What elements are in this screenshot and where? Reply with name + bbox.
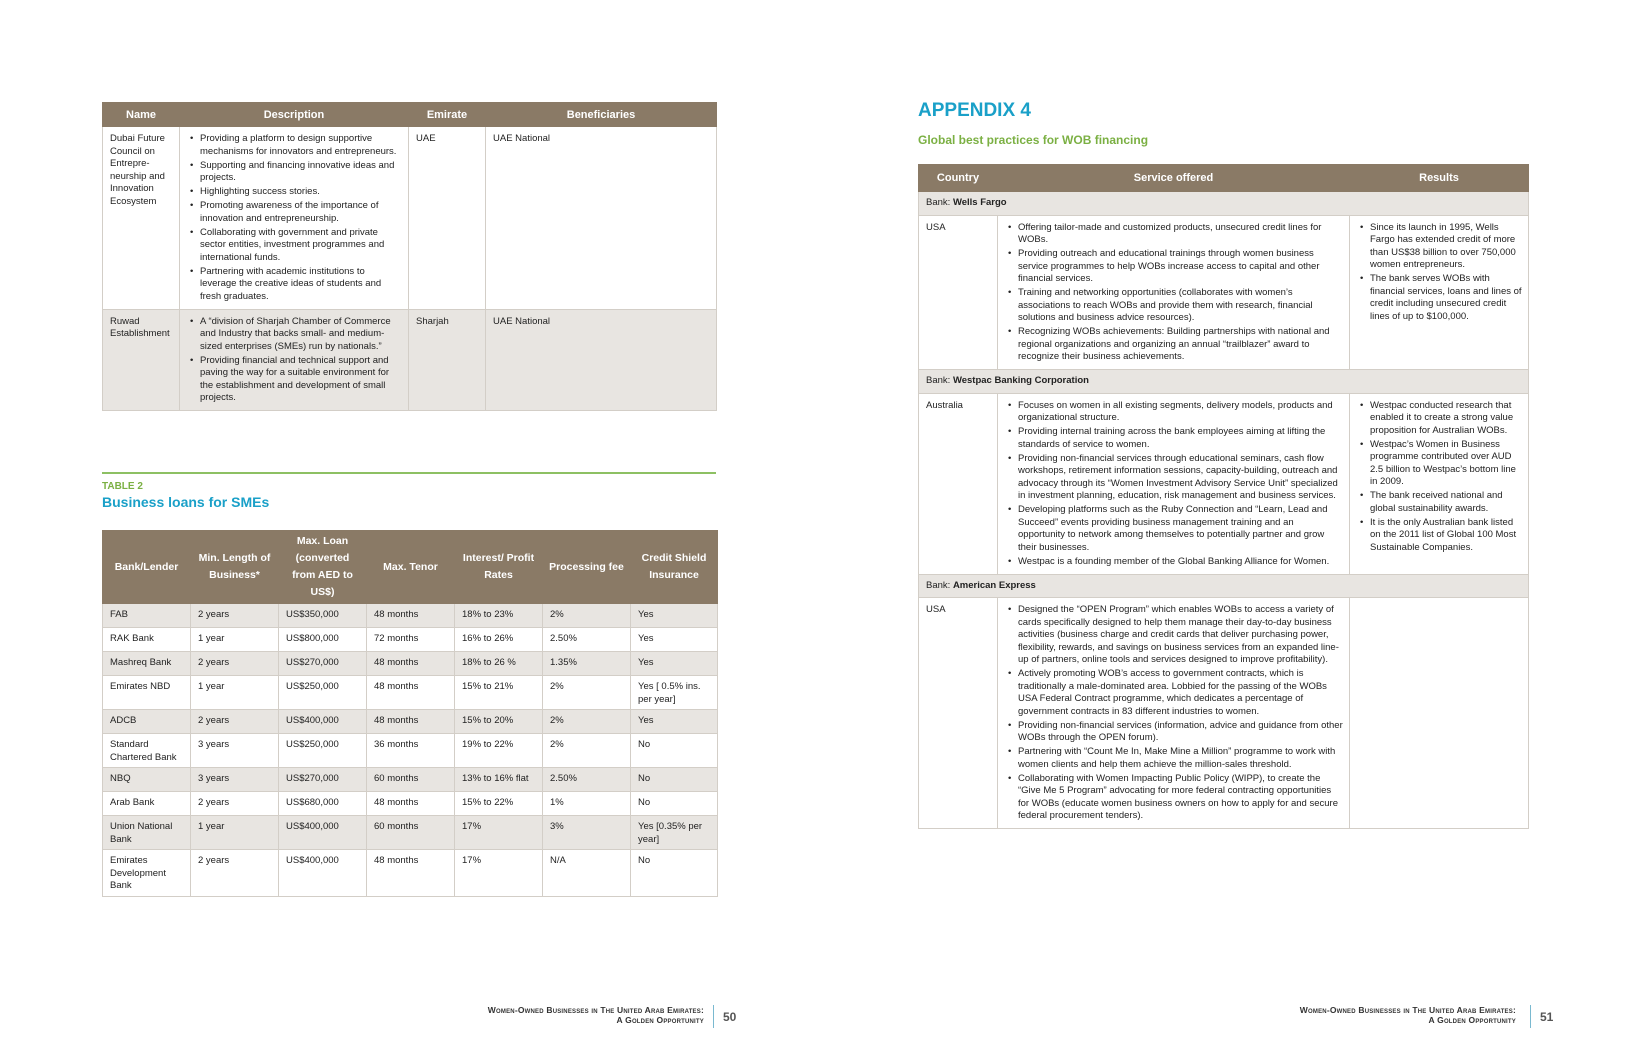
max-loan-cell: US$250,000: [279, 676, 367, 710]
column-header: Emirate: [409, 103, 486, 127]
loans-table: [102, 530, 718, 897]
footer-divider: [713, 1005, 714, 1028]
table-row: [103, 604, 718, 628]
bank-prefix: Bank:: [926, 375, 951, 386]
column-header: Max. Loan (converted from AED to US$): [279, 531, 367, 604]
table-row: [919, 393, 1529, 574]
min-length-cell: 2 years: [191, 604, 279, 628]
fee-cell: N/A: [543, 850, 631, 897]
table-row: [919, 598, 1529, 829]
insurance-cell: No: [631, 850, 718, 897]
column-header: Description: [180, 103, 409, 127]
list-item: • Designed the “OPEN Program” which enables WOBs to access a variety of cards specifically designed to help them manage their day-to-day business activities (business charge and credit cards that deliver purchasing power, flexibility, rewards, and savings on business services from an expanded line-up of partners, online tools and services designed to improve profitability).: [1018, 604, 1343, 667]
max-tenor-cell: 72 months: [367, 628, 455, 652]
table-row: [103, 816, 718, 850]
max-loan-cell: US$680,000: [279, 792, 367, 816]
list-item: • Providing non-financial services (information, advice and guidance from other WOBs through the OPEN forum).: [1018, 720, 1343, 745]
services-cell: [998, 393, 1350, 574]
list-item: • Partnering with academic institutions to leverage the creative ideas of students and fresh graduates.: [200, 266, 401, 304]
table-row: [103, 710, 718, 734]
max-tenor-cell: 48 months: [367, 676, 455, 710]
list-item: • Actively promoting WOB’s access to government contracts, which is traditionally a male-dominated area. Lobbied for the passing of the WOBs USA Federal Contract programme, which dedicates a percentage of government contracts in 83 different industries to women.: [1018, 668, 1343, 718]
max-loan-cell: US$800,000: [279, 628, 367, 652]
list-item: • Providing internal training across the bank employees aiming at lifting the standards of service to women.: [1018, 426, 1343, 451]
list-item: • Supporting and financing innovative ideas and projects.: [200, 160, 401, 185]
best-practices-table: [918, 164, 1529, 829]
max-tenor-cell: 36 months: [367, 734, 455, 768]
table-title: Business loans for SMEs: [102, 494, 270, 510]
min-length-cell: 2 years: [191, 792, 279, 816]
initiative-name: Dubai Future Council on Entrepre-neurship and Innovation Ecosystem: [103, 127, 180, 310]
rate-cell: 18% to 23%: [455, 604, 543, 628]
min-length-cell: 3 years: [191, 734, 279, 768]
bank-prefix: Bank:: [926, 579, 951, 591]
bank-cell: Arab Bank: [103, 792, 191, 816]
initiatives-table: [102, 102, 717, 411]
bank-row: [919, 192, 1529, 216]
footer-line: A Golden Opportunity: [1428, 1015, 1516, 1025]
max-loan-cell: US$350,000: [279, 604, 367, 628]
rate-cell: 15% to 20%: [455, 710, 543, 734]
column-header: Min. Length of Business*: [191, 531, 279, 604]
min-length-cell: 1 year: [191, 816, 279, 850]
bank-row: [919, 370, 1529, 394]
results-cell: [1350, 393, 1529, 574]
initiative-description: [180, 127, 409, 310]
table-row: [103, 850, 718, 897]
bank-name: Wells Fargo: [952, 197, 1007, 208]
right-page: [816, 0, 1632, 1056]
list-item: • A “division of Sharjah Chamber of Commerce and Industry that backs small- and medium-sized enterprises (SMEs) run by nationals.”: [200, 316, 401, 354]
list-item: • Providing financial and technical support and paving the way for a suitable environment for the establishment and development of small projects.: [200, 355, 401, 405]
services-list: [1005, 604, 1343, 823]
list-item: • Offering tailor-made and customized products, unsecured credit lines for WOBs.: [1018, 222, 1343, 247]
min-length-cell: 1 year: [191, 676, 279, 710]
fee-cell: 2%: [543, 604, 631, 628]
bank-name: American Express: [952, 579, 1036, 591]
list-item: • Collaborating with government and private sector entities, investment programmes and international funds.: [200, 227, 401, 265]
bank-cell: FAB: [103, 604, 191, 628]
rate-cell: 18% to 26 %: [455, 652, 543, 676]
appendix-title: APPENDIX 4: [918, 100, 1031, 121]
max-loan-cell: US$250,000: [279, 734, 367, 768]
insurance-cell: Yes [0.35% per year]: [631, 816, 718, 850]
max-loan-cell: US$270,000: [279, 768, 367, 792]
table-row: [103, 628, 718, 652]
max-loan-cell: US$270,000: [279, 652, 367, 676]
column-header: Processing fee: [543, 531, 631, 604]
insurance-cell: No: [631, 734, 718, 768]
insurance-cell: Yes: [631, 710, 718, 734]
footer-divider: [1530, 1005, 1531, 1028]
list-item: • Focuses on women in all existing segments, delivery models, products and organizational structure.: [1018, 400, 1343, 425]
max-tenor-cell: 48 months: [367, 604, 455, 628]
max-loan-cell: US$400,000: [279, 710, 367, 734]
list-item: • Westpac is a founding member of the Global Banking Alliance for Women.: [1018, 556, 1343, 569]
services-cell: [998, 215, 1350, 370]
table-row: [103, 676, 718, 710]
country-cell: USA: [919, 215, 998, 370]
bank-name-cell: [919, 574, 1529, 598]
table-header-row: [919, 165, 1529, 192]
rate-cell: 15% to 21%: [455, 676, 543, 710]
max-tenor-cell: 60 months: [367, 816, 455, 850]
column-header: Results: [1350, 165, 1529, 192]
bank-cell: Standard Chartered Bank: [103, 734, 191, 768]
table-row: [103, 127, 717, 310]
list-item: • Westpac’s Women in Business programme contributed over AUD 2.5 billion to Westpac’s bottom line in 2009.: [1370, 439, 1522, 489]
section-divider: [102, 472, 716, 474]
initiative-beneficiaries: UAE National: [486, 127, 717, 310]
min-length-cell: 3 years: [191, 768, 279, 792]
fee-cell: 2%: [543, 734, 631, 768]
footer-title: [1300, 1005, 1516, 1025]
footer-line: Women-Owned Businesses in The United Arab Emirates:: [487, 1005, 704, 1015]
list-item: • The bank serves WOBs with financial services, loans and lines of credit including unsecured credit lines of up to $100,000.: [1370, 273, 1522, 323]
table-row: [919, 215, 1529, 370]
list-item: • The bank received national and global sustainability awards.: [1370, 490, 1522, 515]
initiative-name: Ruwad Establishment: [103, 309, 180, 411]
bank-cell: Union National Bank: [103, 816, 191, 850]
column-header: Country: [919, 165, 998, 192]
country-cell: Australia: [919, 393, 998, 574]
bank-cell: Emirates Development Bank: [103, 850, 191, 897]
bank-cell: Mashreq Bank: [103, 652, 191, 676]
table-row: [103, 734, 718, 768]
initiative-beneficiaries: UAE National: [486, 309, 717, 411]
rate-cell: 13% to 16% flat: [455, 768, 543, 792]
rate-cell: 19% to 22%: [455, 734, 543, 768]
list-item: • Promoting awareness of the importance of innovation and entrepreneurship.: [200, 200, 401, 225]
table-row: [103, 309, 717, 411]
results-cell: [1350, 215, 1529, 370]
list-item: • Highlighting success stories.: [200, 186, 401, 199]
list-item: • Providing a platform to design supportive mechanisms for innovators and entrepreneurs.: [200, 133, 401, 158]
bank-name-cell: [919, 370, 1529, 394]
fee-cell: 1.35%: [543, 652, 631, 676]
table-row: [103, 768, 718, 792]
fee-cell: 2%: [543, 676, 631, 710]
max-loan-cell: US$400,000: [279, 816, 367, 850]
insurance-cell: Yes [ 0.5% ins. per year]: [631, 676, 718, 710]
rate-cell: 17%: [455, 816, 543, 850]
bank-cell: NBQ: [103, 768, 191, 792]
max-tenor-cell: 48 months: [367, 710, 455, 734]
bank-cell: RAK Bank: [103, 628, 191, 652]
footer-line: A Golden Opportunity: [616, 1015, 704, 1025]
min-length-cell: 2 years: [191, 850, 279, 897]
table-header-row: [103, 531, 718, 604]
initiative-emirate: UAE: [409, 127, 486, 310]
insurance-cell: Yes: [631, 652, 718, 676]
list-item: • Partnering with “Count Me In, Make Mine a Million” programme to work with women clients and help them achieve the million-sales threshold.: [1018, 746, 1343, 771]
column-header: Beneficiaries: [486, 103, 717, 127]
initiative-description: [180, 309, 409, 411]
footer-line: Women-Owned Businesses in The United Arab Emirates:: [1299, 1005, 1516, 1015]
fee-cell: 1%: [543, 792, 631, 816]
fee-cell: 3%: [543, 816, 631, 850]
table-header-row: [103, 103, 717, 127]
list-item: • Since its launch in 1995, Wells Fargo has extended credit of more than US$38 billion to over 750,000 women entrepreneurs.: [1370, 222, 1522, 272]
list-item: • Recognizing WOBs achievements: Building partnerships with national and regional organizations and organizing an annual “trailblazer” award to recognize their business achievements.: [1018, 326, 1343, 364]
column-header: Max. Tenor: [367, 531, 455, 604]
list-item: • Training and networking opportunities (collaborates with women’s associations to reach WOBs and provide them with research, financial solutions and business advice resources).: [1018, 287, 1343, 325]
list-item: • It is the only Australian bank listed on the 2011 list of Global 100 Most Sustainable Companies.: [1370, 517, 1522, 555]
column-header: Service offered: [998, 165, 1350, 192]
services-list: [1005, 400, 1343, 569]
max-loan-cell: US$400,000: [279, 850, 367, 897]
insurance-cell: Yes: [631, 604, 718, 628]
table-label: TABLE 2: [102, 481, 143, 492]
results-cell: [1350, 598, 1529, 829]
bank-cell: ADCB: [103, 710, 191, 734]
list-item: • Westpac conducted research that enabled it to create a strong value proposition for Australian WOBs.: [1370, 400, 1522, 438]
min-length-cell: 1 year: [191, 628, 279, 652]
appendix-subtitle: Global best practices for WOB financing: [918, 133, 1149, 147]
max-tenor-cell: 48 months: [367, 850, 455, 897]
services-list: [1005, 222, 1343, 364]
rate-cell: 15% to 22%: [455, 792, 543, 816]
rate-cell: 16% to 26%: [455, 628, 543, 652]
rate-cell: 17%: [455, 850, 543, 897]
country-cell: USA: [919, 598, 998, 829]
page-number: 50: [723, 1010, 737, 1024]
list-item: • Developing platforms such as the Ruby Connection and “Learn, Lead and Succeed” events providing business management training and an opportunity to network among themselves to potentially partner and grow their businesses.: [1018, 504, 1343, 554]
fee-cell: 2%: [543, 710, 631, 734]
results-list: [1357, 222, 1522, 324]
list-item: • Collaborating with Women Impacting Public Policy (WIPP), to create the “Give Me 5 Program” advocating for more federal contracting opportunities for WOBs (educate women business owners on how to apply for and secure federal procurement tenders).: [1018, 773, 1343, 823]
page-number: 51: [1540, 1010, 1554, 1024]
min-length-cell: 2 years: [191, 710, 279, 734]
bank-prefix: Bank:: [926, 197, 951, 208]
table-row: [103, 792, 718, 816]
insurance-cell: No: [631, 768, 718, 792]
bank-name-cell: [919, 192, 1529, 216]
list-item: • Providing non-financial services through educational seminars, cash flow workshops, retirement information sessions, capacity-building, outreach and advocacy through its “Women Investment Advisory Service Unit” specialized in investment planning, education, risk management and business services.: [1018, 453, 1343, 503]
column-header: Interest/ Profit Rates: [455, 531, 543, 604]
min-length-cell: 2 years: [191, 652, 279, 676]
column-header: Name: [103, 103, 180, 127]
fee-cell: 2.50%: [543, 628, 631, 652]
insurance-cell: Yes: [631, 628, 718, 652]
bank-name: Westpac Banking Corporation: [952, 375, 1089, 386]
bank-cell: Emirates NBD: [103, 676, 191, 710]
fee-cell: 2.50%: [543, 768, 631, 792]
max-tenor-cell: 48 months: [367, 652, 455, 676]
column-header: Credit Shield Insurance: [631, 531, 718, 604]
max-tenor-cell: 60 months: [367, 768, 455, 792]
results-list: [1357, 400, 1522, 555]
insurance-cell: No: [631, 792, 718, 816]
initiative-emirate: Sharjah: [409, 309, 486, 411]
services-cell: [998, 598, 1350, 829]
table-row: [103, 652, 718, 676]
footer-title: [488, 1005, 704, 1025]
bank-row: [919, 574, 1529, 598]
max-tenor-cell: 48 months: [367, 792, 455, 816]
list-item: • Providing outreach and educational trainings through women business service programmes to help WOBs increase access to capital and other financial services.: [1018, 248, 1343, 286]
column-header: Bank/Lender: [103, 531, 191, 604]
